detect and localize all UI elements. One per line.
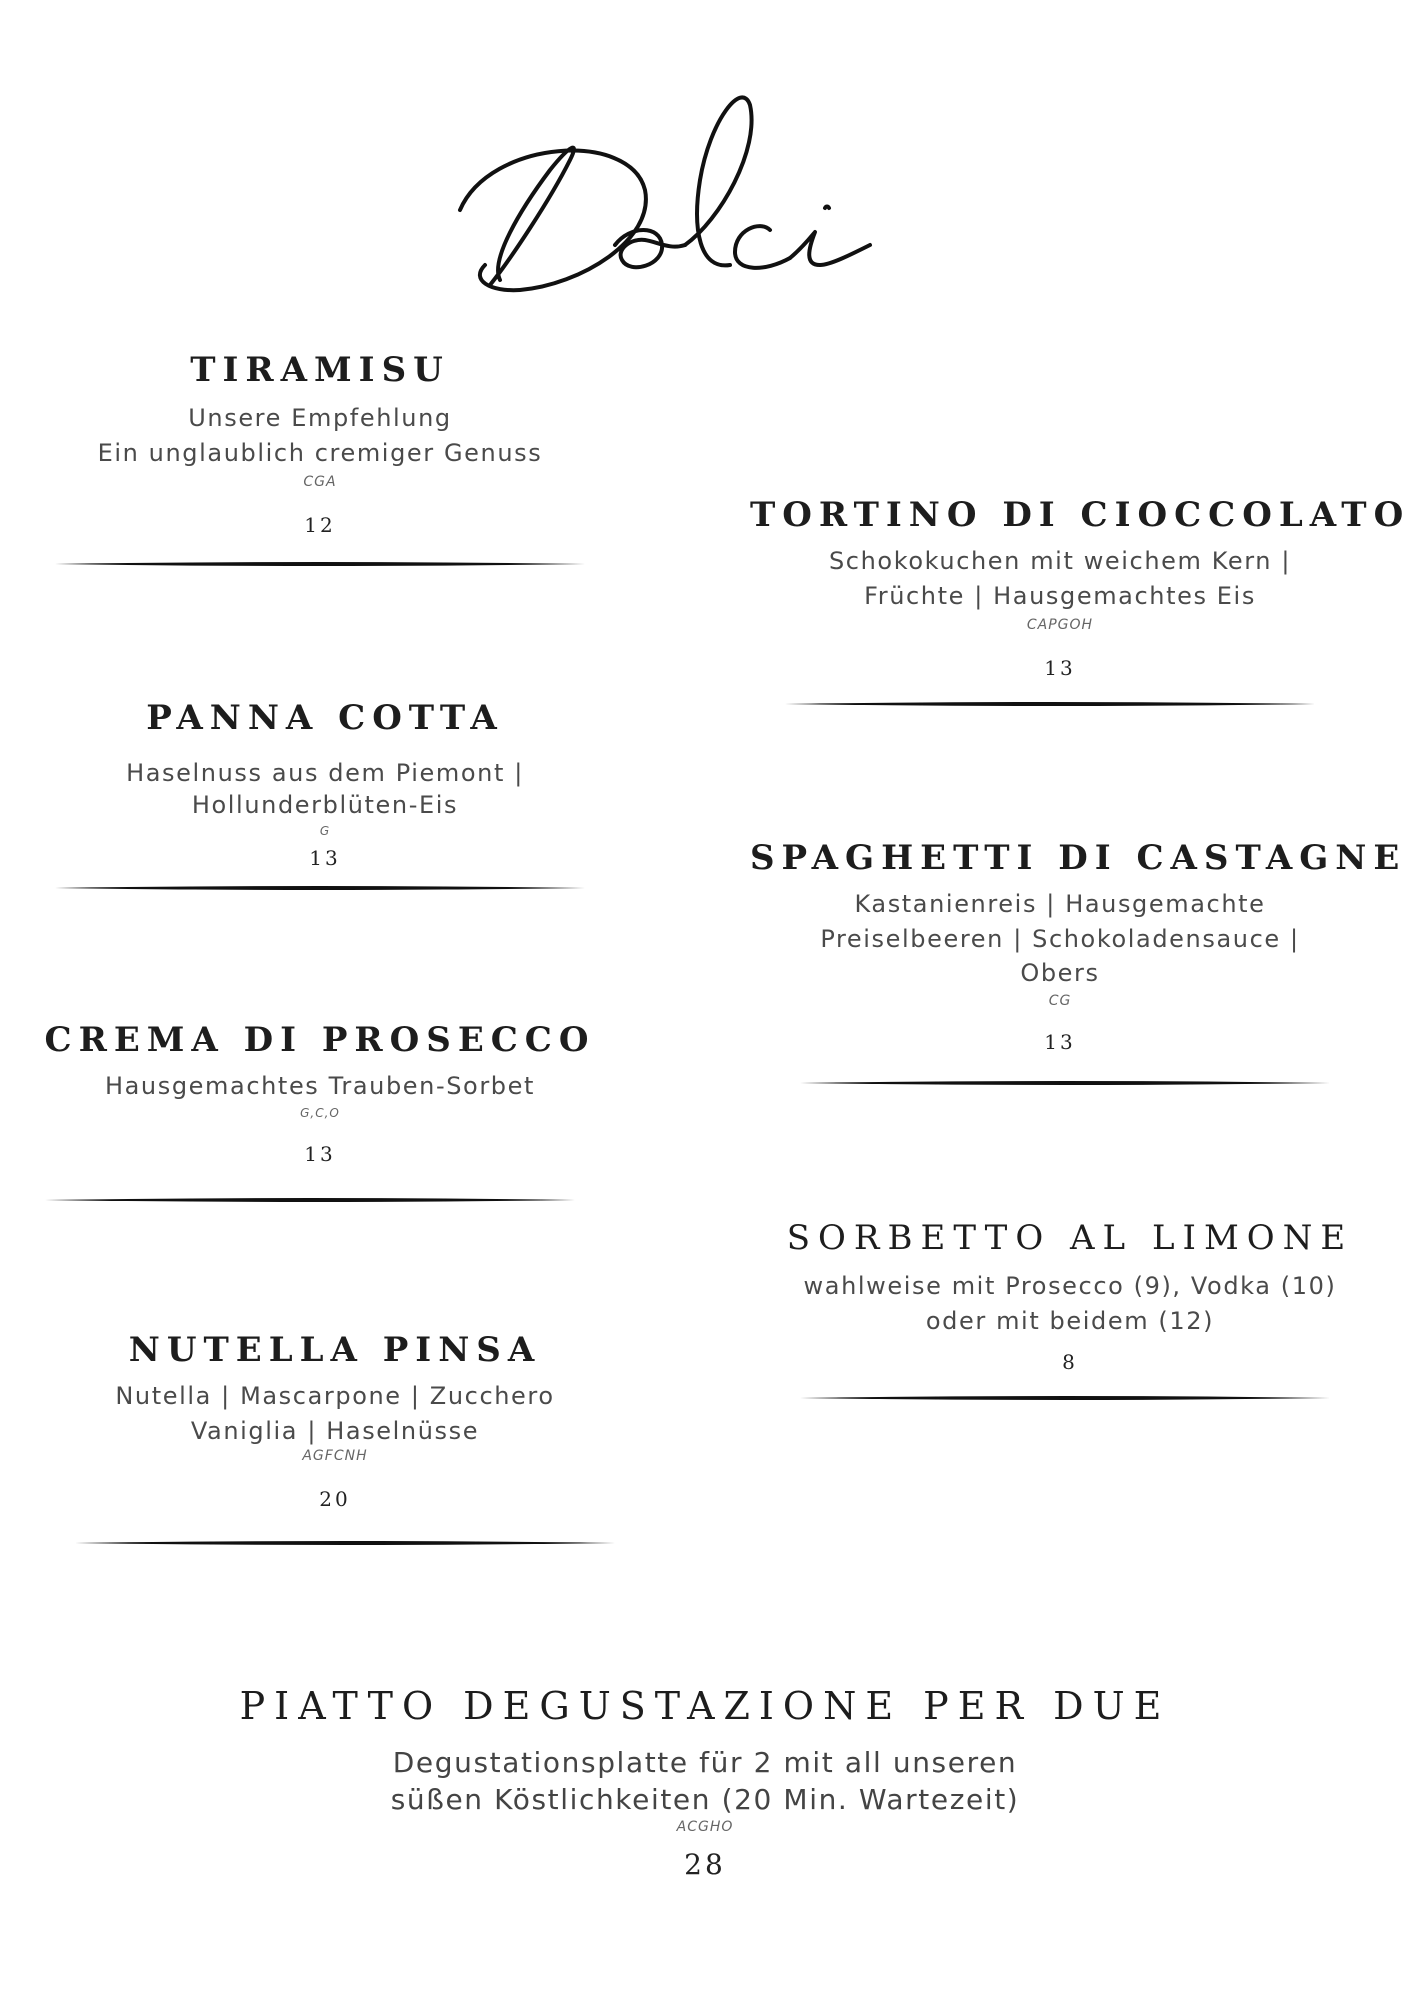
menu-item-tortino — [750, 495, 1410, 681]
item-price: 20 — [319, 1487, 351, 1512]
divider-line — [800, 1080, 1330, 1086]
menu-item-tiramisu — [40, 350, 600, 537]
item-price: 13 — [1044, 1029, 1076, 1054]
item-description: wahlweise mit Prosecco (9), Vodka (10) oder mit beidem (12) — [803, 1271, 1337, 1335]
item-allergens: CAPGOH — [1026, 617, 1094, 634]
item-allergens: G,C,O — [300, 1105, 340, 1120]
item-description: Nutella | Mascarpone | Zucchero Vaniglia | Haselnüsse — [115, 1381, 555, 1445]
item-allergens: G — [319, 823, 331, 838]
item-allergens: CG — [1048, 993, 1072, 1010]
item-name: TORTINO DI CIOCCOLATO — [750, 495, 1410, 535]
menu-item-panna-cotta — [40, 698, 610, 870]
divider-line — [785, 701, 1315, 707]
divider-line — [55, 561, 585, 567]
divider-line — [75, 1540, 615, 1546]
item-price: 13 — [309, 845, 341, 870]
item-name: SORBETTO AL LIMONE — [786, 1218, 1354, 1258]
divider-line — [45, 1197, 575, 1203]
divider-line — [55, 885, 585, 891]
item-description: Kastanienreis | Hausgemachte Preiselbeeren | Schokoladensauce | Obers — [820, 889, 1300, 988]
item-name: CREMA DI PROSECCO — [44, 1020, 596, 1060]
item-allergens: ACGHO — [676, 1819, 734, 1836]
item-description: Schokokuchen mit weichem Kern | Früchte | Hausgemachtes Eis — [828, 546, 1292, 610]
item-price: 12 — [304, 513, 336, 538]
menu-item-sorbetto — [760, 1218, 1380, 1374]
item-price: 8 — [1062, 1350, 1078, 1375]
menu-item-crema-prosecco — [30, 1020, 610, 1166]
item-name: PANNA COTTA — [146, 698, 504, 738]
menu-item-nutella-pinsa — [50, 1330, 620, 1511]
item-description: Degustationsplatte für 2 mit all unseren süßen Köstlichkeiten (20 Min. Wartezeit) — [390, 1745, 1020, 1817]
menu-item-spaghetti-castagne — [750, 838, 1407, 1054]
item-price: 13 — [1044, 656, 1076, 681]
item-allergens: AGFCNH — [302, 1448, 368, 1465]
divider-line — [800, 1395, 1330, 1401]
page-title — [430, 60, 990, 320]
item-price: 28 — [684, 1847, 726, 1881]
item-price: 13 — [304, 1141, 336, 1166]
item-description: Hausgemachtes Trauben-Sorbet — [104, 1071, 536, 1100]
dolci-script-logo — [430, 60, 990, 320]
item-name: SPAGHETTI DI CASTAGNE — [750, 838, 1407, 878]
item-description: Unsere Empfehlung Ein unglaublich cremiger Genuss — [97, 403, 543, 467]
item-name: TIRAMISU — [190, 350, 450, 390]
item-allergens: CGA — [303, 474, 337, 491]
item-description: Haselnuss aus dem Piemont | Hollunderblüten-Eis — [126, 758, 524, 820]
item-name: PIATTO DEGUSTAZIONE PER DUE — [239, 1684, 1171, 1728]
item-name: NUTELLA PINSA — [128, 1330, 542, 1370]
menu-item-piatto-degustazione — [205, 1684, 1205, 1881]
